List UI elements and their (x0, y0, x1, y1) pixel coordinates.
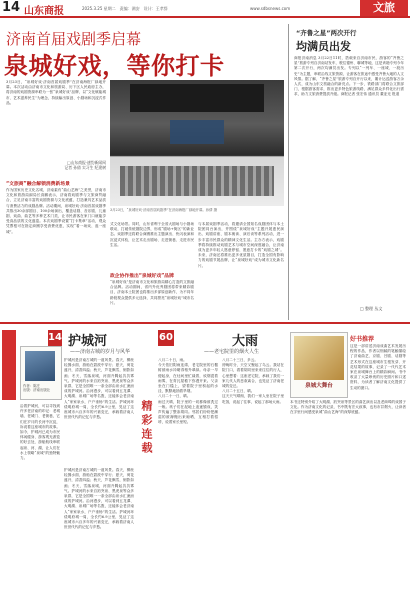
right-serial-text-2: 八月二十三日，多云。 傍晚时分，天空又聚起了乌云。我站在院门口，看着胡同里来来往往的行人，心里想着：这座老宅院，承载了我们一家几代人的悲欢离合，也见证了济南老城的变迁。 八月二十五日，晴。 这天天气晴朗，我们一家人坐在院子里吃饭，说起了往事，说起了那场大雨。 (222, 358, 284, 404)
event-photo (110, 80, 284, 206)
book-title: 泉城大舞台 (305, 383, 333, 389)
col-c-text: 与本届戏剧季活动，将邀请全国知名戏剧团体与本土院团同台演出，并围绕“泉城好戏”主题开展惠民演出、戏剧讲座、剧本朗读、演后谈等系列活动，进一步丰富市民群众的精神文化生活。主办方表示，戏剧季将持续推动戏剧艺术与城市空间深度融合，让济南成为更多年轻人愿意停留、愿意打卡的“戏剧之城”。未来，济南还将推出更多优质剧目，打造全国有影响力的戏剧节展品牌，让“泉城好戏”成为城市文化新名片。 (198, 222, 284, 268)
right-serial-text: 八月二十日，雨。 今天依旧阴雨连绵，老宅院里的石榴树被雨水冲刷得格外翠绿。母亲一早便起身，在灶间里忙碌着，炊烟混着雨雾，在青瓦屋檐下弥漫开来。父亲坐在门槛上，望着院子里积起的水洼，默默地抽着旱烟。 八月二十一日，晴。 雨过天晴，院子里的一切都像被洗过一般。孩子们在泥地上追逐嬉戏，笑声传遍了整条胡同。邻居们纷纷把潮湿的被褥搬出来晾晒，互相打着招呼，说着家长里短。 (158, 358, 218, 425)
lead-kicker: 济南首届戏剧季启幕 (6, 30, 142, 48)
col-b-text-2: “泉城好戏”是济南市文化和旅游局精心打造的文旅融合品牌。活动期间，省内外优秀剧团将带来精彩剧目，济南本土院团也将推出多部原创新作，为不同年龄段观众提供多元选择，共同擦亮“泉城好戏”城市名片。 (110, 280, 194, 305)
left-serial-title: 护城河 (68, 334, 108, 349)
col-a-heading: “文旅商”融合解锁消费新场景 (6, 182, 70, 187)
section-tag: 文旅 (360, 0, 408, 16)
serial-side-tab (2, 330, 16, 400)
date-info: 2025.3.25 星期二 责编：满安 设计：王孝辞 (82, 6, 168, 11)
left-book-cover (20, 346, 62, 400)
side-byline: □ 整理 丛文 (360, 306, 383, 311)
col-b-heading: 政企协作推出“泉城好戏”品牌 (110, 274, 174, 279)
section-divider (0, 322, 410, 324)
page-header (0, 0, 410, 18)
page-number: 14 (2, 0, 21, 15)
column-rule (288, 24, 289, 320)
right-serial-subtitle: ——老宅院里的烟火人生 (204, 349, 260, 355)
paper-name: 山东商报 (24, 6, 64, 17)
left-serial-text-2: 沿着护城河，可以寻找到许多老济南的印记：老城墙、老城门、老街巷，它们在岁月的长河中沉淀，诉说着这座城市的故事。如今，护城河已成为市民休闲健身、游客观光游览的好去处，游船航线串联起泉、河、湖，让人们在水上领略“泉城”的独特魅力。 (20, 404, 60, 461)
stage-screen (130, 84, 264, 112)
audience-crowd (120, 166, 274, 196)
left-serial-text: 护城河是济南古城的一道风景。春天，柳丝轻拂水面，游船在碧波中穿行；夏天，荷花盛开，清香四溢；秋天，芦花飘雪，倒影如画；冬天，雪落泉城，河面升腾起袅袅雾气。护城河的水来自趵突泉、黑虎泉等众多泉群，它是全国唯一一条全部由泉水汇流而成的护城河。沿河漫步，可以看到五龙潭、大明湖、泉城广场等名胜，还能体会老济南人“家家泉水，户户垂杨”的生活。护城河环绕明府城一周，全长约6.9公里，见证了这座城市六百多年的兴衰变迁，承载着济南人世世代代的记忆与乡愁。 (64, 358, 134, 420)
serial-vertical-label: 精彩连载 (140, 400, 153, 456)
left-serial-number: 14 (48, 330, 62, 346)
lead-intro: 3月23日，“泉城好戏·济南首届戏剧季”在济南海报厂绿地开幕。本次活动由济南市文化和旅游局、历下区人民政府主办，将济南的戏剧资源串联为一张“泉城好戏”品牌，以“文化赋能城市、艺术滋养民生”为理念，持续输出原创、小剧场和沉浸式作品。 (6, 80, 106, 105)
right-serial-number: 60 (158, 330, 174, 346)
right-serial-title: 大雨 (232, 334, 259, 349)
book-text-2: 本书还特别介绍了大明湖、趵突泉等景区的曲艺演出以及老商埠的戏园子文化。作为济南文化的记录，书中既有宏大叙事，也有市井烟火，让读者在字里行间感受泉城“曲山艺海”的深厚底蕴。 (290, 400, 406, 415)
book-cover-art (294, 336, 344, 380)
website: www.sdbsnews.com (250, 6, 291, 11)
stage-platform (170, 120, 224, 144)
cover-art (25, 351, 55, 381)
left-serial-text-3: 护城河是济南古城的一道风景。春天，柳丝轻拂水面，游船在碧波中穿行；夏天，荷花盛开，清香四溢；秋天，芦花飘雪，倒影如画；冬天，雪落泉城，河面升腾起袅袅雾气。护城河的水来自趵突泉、黑虎泉等众多泉群，它是全国唯一一条全部由泉水汇流而成的护城河。沿河漫步，可以看到五龙潭、大明湖、泉城广场等名胜，还能体会老济南人“家家泉水，户户垂杨”的生活。护城河环绕明府城一周，全长约6.9公里，见证了这座城市六百多年的兴衰变迁，承载着济南人世世代代的记忆与乡愁。 (64, 468, 134, 530)
left-book-author: 作者：陈庄 出版：济南出版社 (23, 384, 51, 393)
side-title-big: 均满员出发 (296, 40, 351, 53)
lead-headline: 泉城好戏，等你打卡 (4, 52, 225, 80)
col-a-text: 作为国家历史文化名城，济南素有“曲山艺海”之美誉，济南市文化和旅游局副局长高鹏表示，济南将戏剧季与文旅商贸融合，立足济南丰富的戏剧资源与文化底蕴，打造兼具艺术品质与消费活力的戏剧品牌。活动期间，泉城好戏·济南首届戏剧季共推出30余部剧目、100余场演出，覆盖话剧、音乐剧、儿童剧、戏曲、曲艺等多种艺术门类，让市民游客在家门口就能享受高品质的文化盛宴。本次戏剧季设置“打卡集章”活动，观众凭票根可在指定商圈享受消费优惠，实现“看一场戏、逛一座城”。 (6, 188, 106, 234)
book-cover (290, 332, 348, 398)
col-b-text: 式文化场景。同时，山东省利于全省大剧场与小剧场联动，打破传统剧院边界，形成“剧场+街区”的新业态。戏剧季还将联合商圈推出主题演出、快闪表演和沉浸式体验，让艺术走出剧场、走进街巷、走进市民生活。 (110, 222, 194, 247)
side-news-text: 商报济南消息 3月22日11时，搭载来自济南市民、游客的“齐鲁之星”旅游专列自济南站发车，驶往德州、聊城等地，这是该趟专列今年第二次开行，两次均满员出发。专列以“一列车、一座城、一段历史”为主题，串联沿线文旅资源，让游客在旅途中感受齐鲁大地的人文风情。据了解，“齐鲁之星”旅游专列自开行以来，累计运送游客万余人次，成为山东文旅融合的新亮点。下一步，铁路部门将联合文旅部门，根据游客需求，推出更多特色旅游线路，满足群众多样化出行需求，助力文旅消费提质升级。商报记者 张宏伟 通讯员 董亚光 报道 (294, 56, 404, 97)
photo-caption: 3月23日，“泉城好戏·济南首届戏剧季”在济南海报厂绿地开幕。孙倩 摄 (110, 208, 218, 212)
book-text: 这是一部讲述济南戏曲艺术发展历程的作品，作者以细腻的笔触描绘了济南曲艺、京剧、吕剧、话剧等艺术形式在这座城市生根发芽、开花结果的故事，记录了一代代艺术家在泉城舞台上的精彩瞬间。书中收录了大量珍贵的历史照片和口述资料，为读者了解济南文化提供了生动的窗口。 (350, 344, 406, 390)
book-caption: 好书推荐 (350, 336, 375, 343)
left-serial-subtitle: ——济南古城的岁月与风华 (70, 349, 131, 355)
lead-byline: □山东商报·速豹新闻网 记者 孙倩 实习生 纪建树 (64, 160, 106, 170)
side-title-small: “齐鲁之星”两次开行 (296, 29, 357, 37)
